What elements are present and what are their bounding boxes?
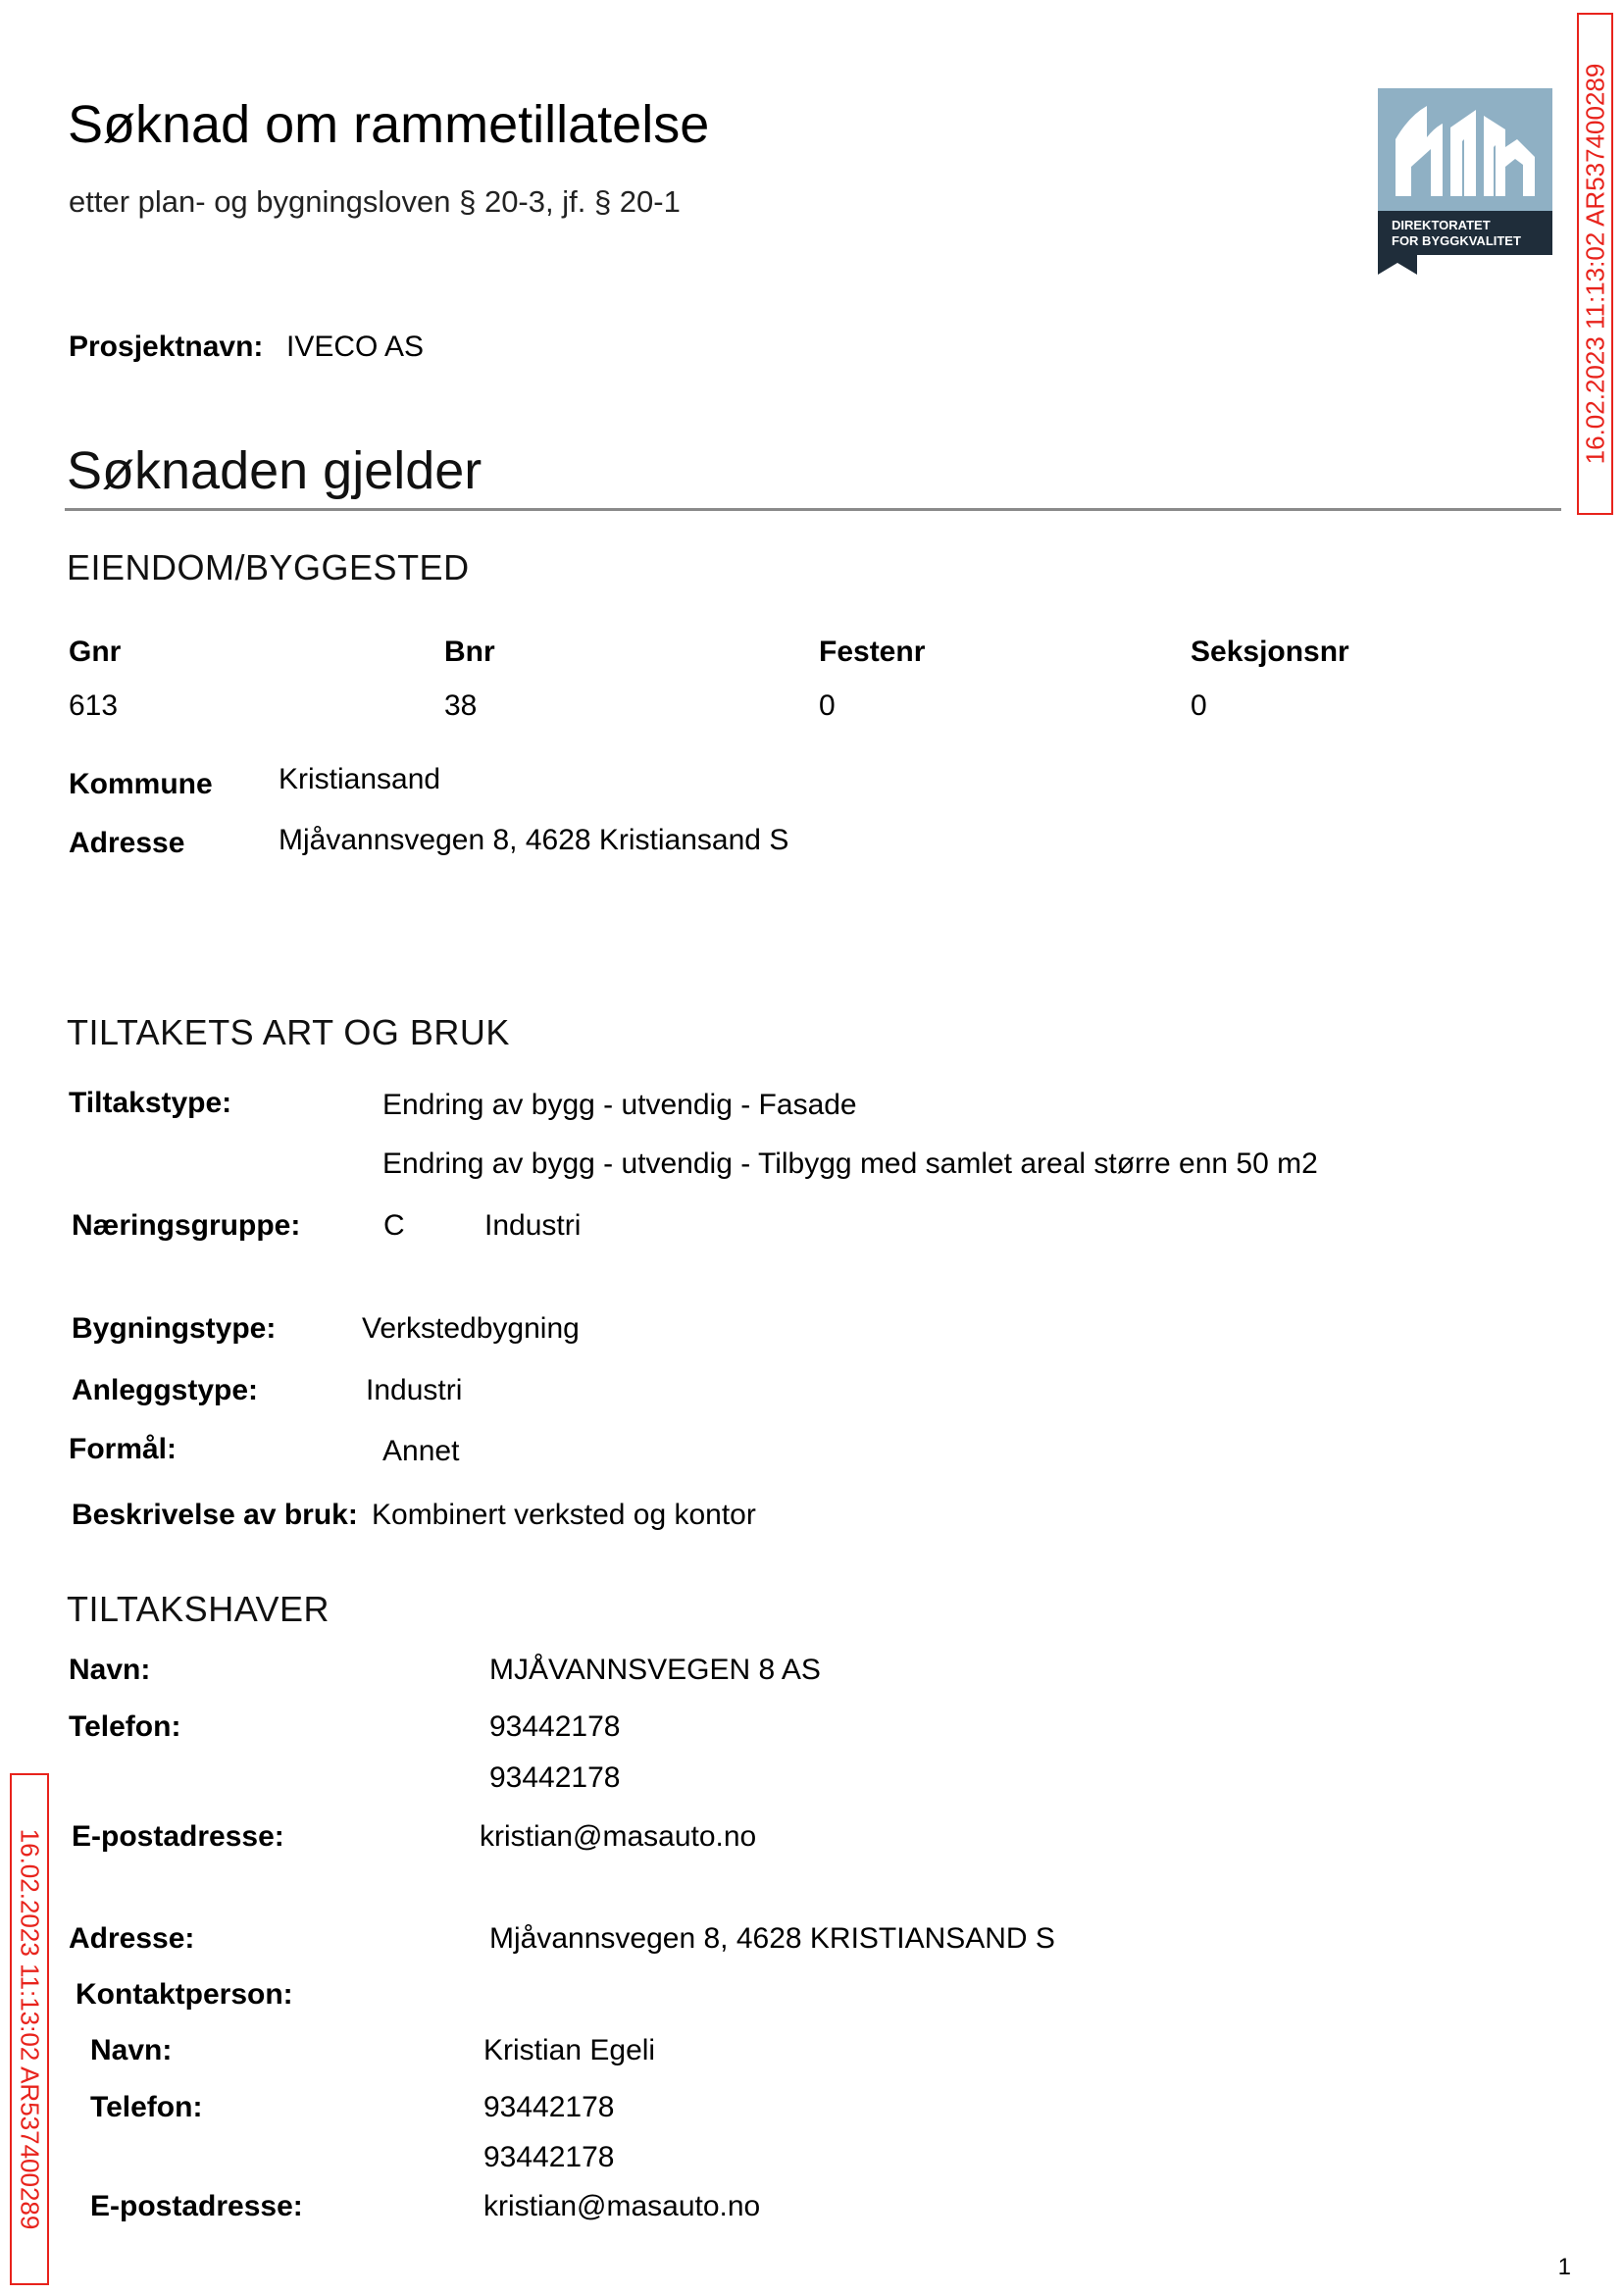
festenr-value: 0 — [819, 689, 836, 722]
document-title: Søknad om rammetillatelse — [68, 95, 710, 154]
contact-name-label: Navn: — [90, 2034, 173, 2066]
municipality-value: Kristiansand — [279, 763, 441, 795]
section-heading: Søknaden gjelder — [67, 441, 482, 500]
timestamp-stamp-top — [1577, 13, 1613, 515]
seksjonsnr-label: Seksjonsnr — [1191, 636, 1349, 668]
municipality-label: Kommune — [69, 768, 213, 800]
timestamp-stamp-bottom — [10, 1773, 49, 2285]
logo-text-line2: FOR BYGGKVALITET — [1392, 233, 1521, 248]
purpose-label: Formål: — [69, 1433, 178, 1465]
property-address-value: Mjåvannsvegen 8, 4628 Kristiansand S — [279, 824, 789, 856]
property-address-label: Adresse — [69, 827, 185, 859]
applicant-phone-label: Telefon: — [69, 1710, 181, 1743]
applicant-address-label: Adresse: — [69, 1922, 195, 1955]
contact-phone-value-1: 93442178 — [483, 2091, 615, 2123]
logo-text-line1: DIREKTORATET — [1392, 218, 1491, 232]
building-type-value: Verkstedbygning — [362, 1312, 580, 1345]
gnr-value: 613 — [69, 689, 119, 722]
contact-person-label: Kontaktperson: — [76, 1978, 293, 2011]
applicant-phone-value-1: 93442178 — [489, 1710, 621, 1743]
bnr-value: 38 — [444, 689, 478, 722]
section-divider — [65, 508, 1561, 511]
project-name-value: IVECO AS — [286, 331, 425, 363]
timestamp-stamp-top-text: 16.02.2023 11:13:02 AR537400289 — [1580, 63, 1609, 465]
measure-type-label: Tiltakstype: — [69, 1087, 232, 1119]
property-heading: EIENDOM/BYGGESTED — [67, 547, 470, 587]
applicant-name-label: Navn: — [69, 1654, 151, 1686]
measure-type-2: Endring av bygg - utvendig - Tilbygg med samlet areal større enn 50 m2 — [382, 1147, 1318, 1180]
applicant-name-value: MJÅVANNSVEGEN 8 AS — [489, 1654, 821, 1686]
industry-group-label: Næringsgruppe: — [72, 1209, 301, 1242]
festenr-label: Festenr — [819, 636, 926, 668]
applicant-phone-value-2: 93442178 — [489, 1761, 621, 1794]
timestamp-stamp-bottom-text: 16.02.2023 11:13:02 AR537400289 — [15, 1828, 45, 2230]
seksjonsnr-value: 0 — [1191, 689, 1207, 722]
contact-email-value: kristian@masauto.no — [483, 2190, 761, 2222]
applicant-address-value: Mjåvannsvegen 8, 4628 KRISTIANSAND S — [489, 1922, 1055, 1955]
applicant-email-label: E-postadresse: — [72, 1820, 284, 1853]
bnr-label: Bnr — [444, 636, 495, 668]
facility-type-label: Anleggstype: — [72, 1374, 259, 1406]
dibk-logo — [1378, 88, 1552, 275]
contact-phone-value-2: 93442178 — [483, 2141, 615, 2173]
project-name-label: Prosjektnavn: — [69, 331, 264, 363]
usage-description-value: Kombinert verksted og kontor — [372, 1499, 756, 1531]
contact-phone-label: Telefon: — [90, 2091, 203, 2123]
contact-email-label: E-postadresse: — [90, 2190, 303, 2222]
document-subtitle: etter plan- og bygningsloven § 20-3, jf. § 20-1 — [69, 184, 681, 219]
applicant-heading: TILTAKSHAVER — [67, 1589, 330, 1629]
building-type-label: Bygningstype: — [72, 1312, 277, 1345]
applicant-email-value: kristian@masauto.no — [480, 1820, 757, 1853]
facility-type-value: Industri — [366, 1374, 463, 1406]
contact-name-value: Kristian Egeli — [483, 2034, 656, 2066]
purpose-value: Annet — [382, 1435, 460, 1467]
usage-description-label: Beskrivelse av bruk: — [72, 1499, 358, 1531]
industry-group-value: Industri — [484, 1209, 582, 1242]
gnr-label: Gnr — [69, 636, 122, 668]
measure-type-1: Endring av bygg - utvendig - Fasade — [382, 1089, 857, 1121]
page-number: 1 — [1557, 2254, 1571, 2280]
industry-group-code: C — [383, 1209, 405, 1242]
measure-heading: TILTAKETS ART OG BRUK — [67, 1012, 510, 1052]
